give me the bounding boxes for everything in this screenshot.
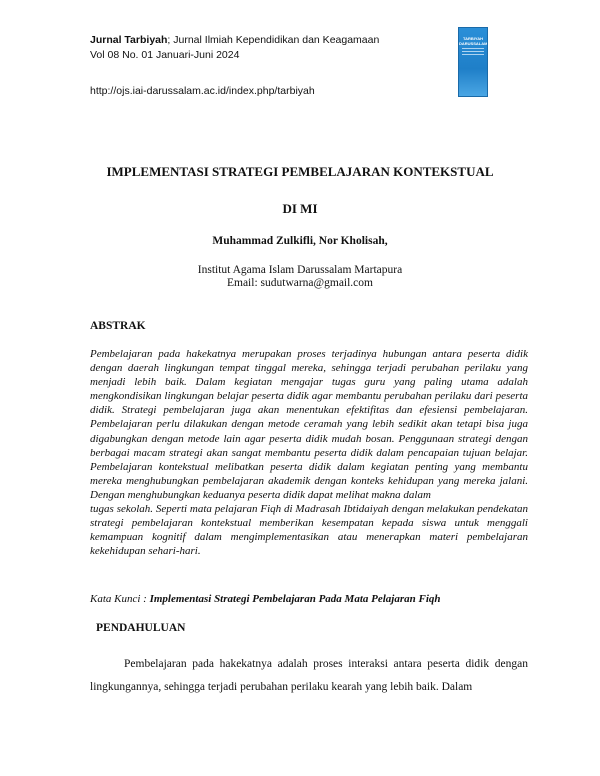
section-heading: PENDAHULUAN [96, 622, 186, 634]
keywords-label: Kata Kunci : [90, 593, 150, 605]
journal-name: Jurnal Tarbiyah [90, 34, 168, 46]
paper-title-line2: DI MI [282, 201, 318, 216]
paper-institution: Institut Agama Islam Darussalam Martapura [197, 264, 403, 276]
section-body [90, 653, 528, 699]
paper-email: Email: sudutwarna@gmail.com [226, 277, 373, 289]
journal-subtitle: ; Jurnal Ilmiah Kependidikan dan Keagamaan [167, 34, 380, 46]
paper-authors: Muhammad Zulkifli, Nor Kholisah, [212, 235, 388, 247]
section-paragraph: Pembelajaran pada hakekatnya adalah proses interaksi antara peserta didik dengan lingkungannya, sehingga terjadi perubahan perilaku kearah yang lebih baik. Dalam [90, 658, 528, 693]
journal-url[interactable]: http://ojs.iai-darussalam.ac.id/index.php/tarbiyah [90, 85, 315, 97]
abstract-body [90, 347, 528, 558]
abstract-paragraph-2: tugas sekolah. Seperti mata pelajaran Fiqh di Madrasah Ibtidaiyah dengan melakukan pendekatan strategi pembelajaran kontekstual memberikan kesempatan kepada siswa untuk menggali kemampuan kognitif dalam mengimplementasikan atau menerapkan materi pembelajaran kekehidupan sehari-hari. [90, 503, 528, 558]
paper-title-line1: IMPLEMENTASI STRATEGI PEMBELAJARAN KONTEKSTUAL [106, 164, 494, 179]
journal-volume: Vol 08 No. 01 Januari-Juni 2024 [90, 49, 240, 61]
abstract-heading: ABSTRAK [90, 320, 146, 332]
keywords-value: Implementasi Strategi Pembelajaran Pada Mata Pelajaran Fiqh [149, 593, 441, 605]
keywords [90, 593, 441, 605]
journal-cover-image [458, 27, 488, 97]
cover-title: TARBIYAH DARUSSALAM [459, 36, 488, 46]
journal-header [90, 33, 379, 63]
abstract-paragraph-1: Pembelajaran pada hakekatnya merupakan proses terjadinya hubungan antara peserta didik dengan daerah lingkungan tempat tinggal mereka, sehingga terjadi perubahan perilaku yang menjadi lebih baik. Dalam kegiatan mengajar tugas guru yang paling utama adalah mengkondisikan lingkungan belajar peserta didik agar membantu perubahan perilaku dari peserta didik. Strategi pembelajaran juga akan menentukan efektifitas dan efesiensi pembelajaran. Pembelajaran perlu dilakukan dengan metode ceramah yang lebih sedikit akan tetapi bisa juga digabungkan dengan metode lain agar peserta didik mudah bosan. Penggunaan strategi dengan berbagai macam strategi akan sangat membantu peserta didik dalam pencapaian tujuan belajar. Pembelajaran kontekstual melibatkan peserta didik dalam kegiatan penting yang membantu mereka menghubungkan pembelajaran akademik dengan konteks kehidupan yang mereka jalani. Dengan menghubungkan keduanya peserta didik dapat melihat makna dalam [90, 348, 528, 501]
